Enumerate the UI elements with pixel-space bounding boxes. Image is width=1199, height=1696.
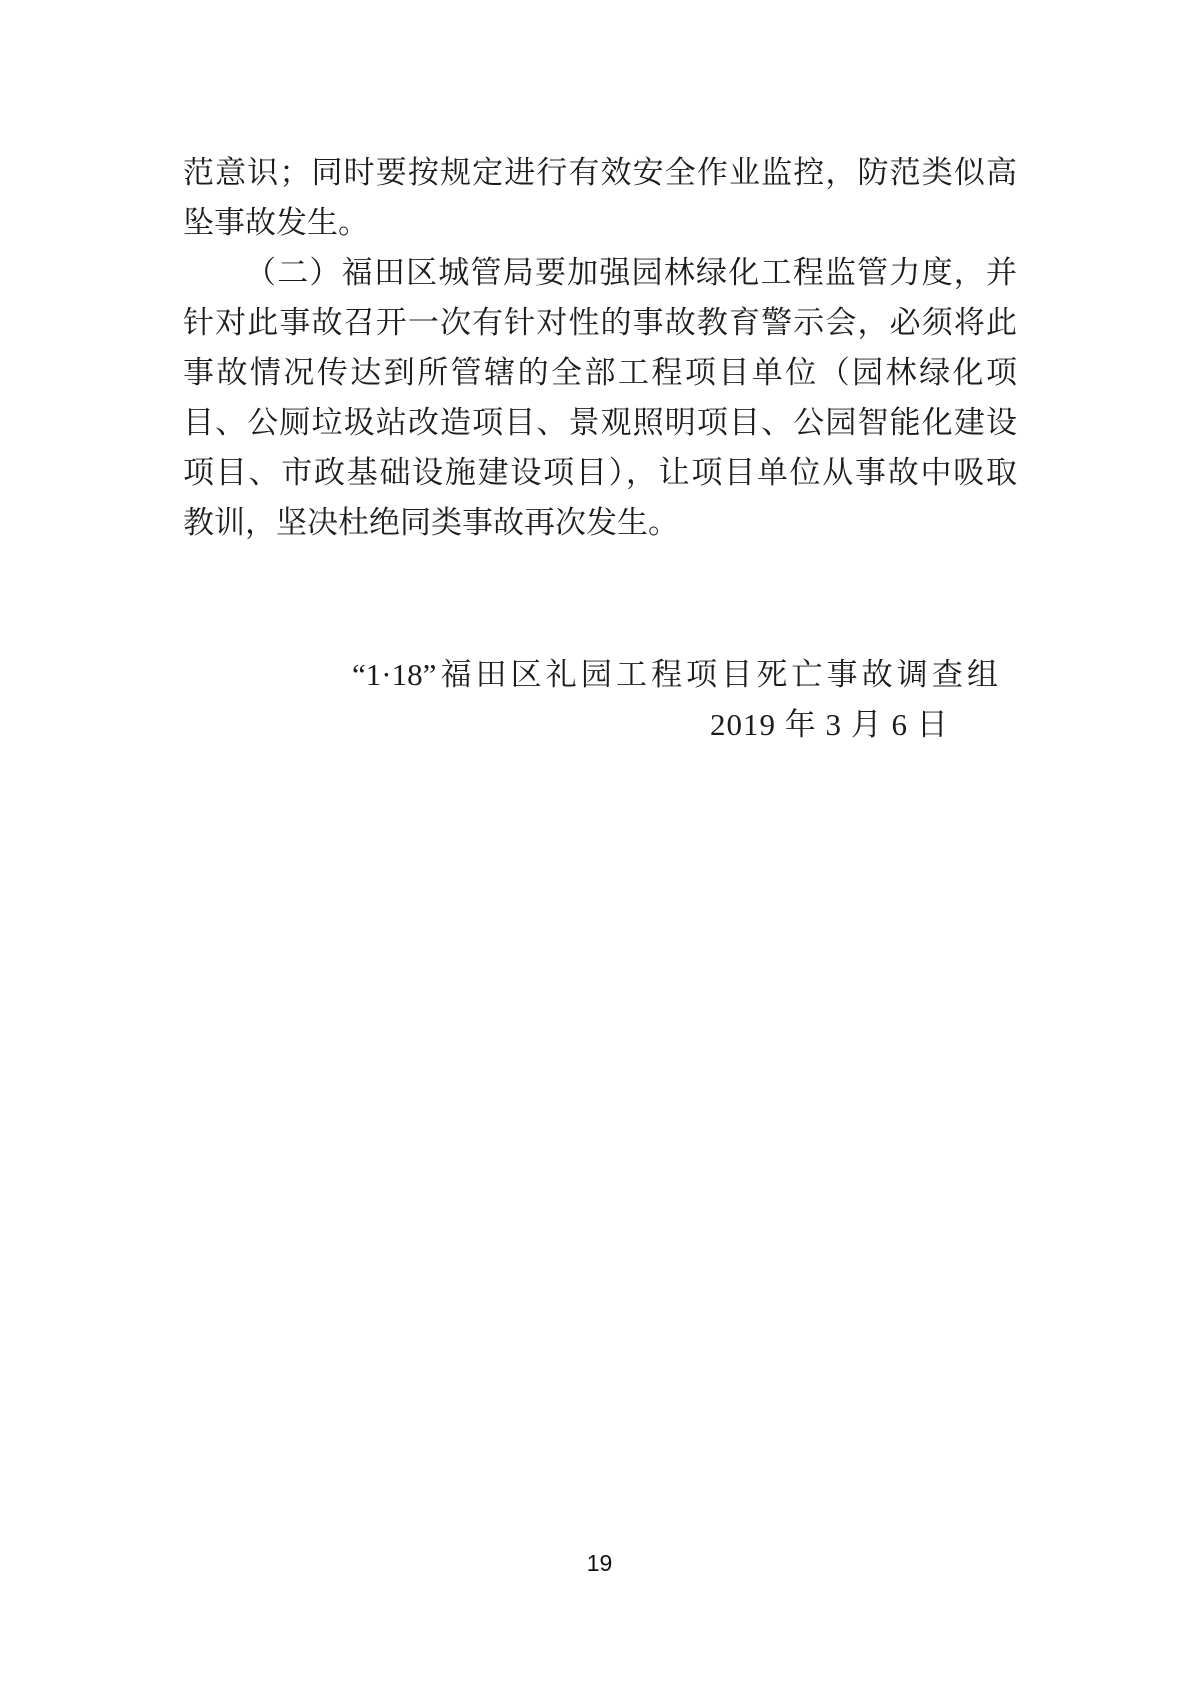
page-number: 19	[586, 1550, 613, 1576]
body-line-1: 范意识；同时要按规定进行有效安全作业监控，防范类似高	[183, 155, 1017, 190]
body-line-6: 目、公厕垃圾站改造项目、景观照明项目、公园智能化建设	[183, 405, 1017, 440]
body-line-3: （二）福田区城管局要加强园林绿化工程监管力度，并	[245, 255, 1017, 290]
signature-line: “1·18”福田区礼园工程项目死亡事故调查组	[352, 657, 998, 692]
body-line-5: 事故情况传达到所管辖的全部工程项目单位（园林绿化项	[183, 355, 1017, 390]
body-text	[183, 148, 1017, 548]
date-line: 2019 年 3 月 6 日	[710, 707, 949, 742]
body-line-2: 坠事故发生。	[183, 205, 369, 240]
body-line-4: 针对此事故召开一次有针对性的事故教育警示会，必须将此	[183, 305, 1017, 340]
body-line-8: 教训，坚决杜绝同类事故再次发生。	[183, 505, 679, 540]
body-line-7: 项目、市政基础设施建设项目），让项目单位从事故中吸取	[183, 455, 1017, 490]
